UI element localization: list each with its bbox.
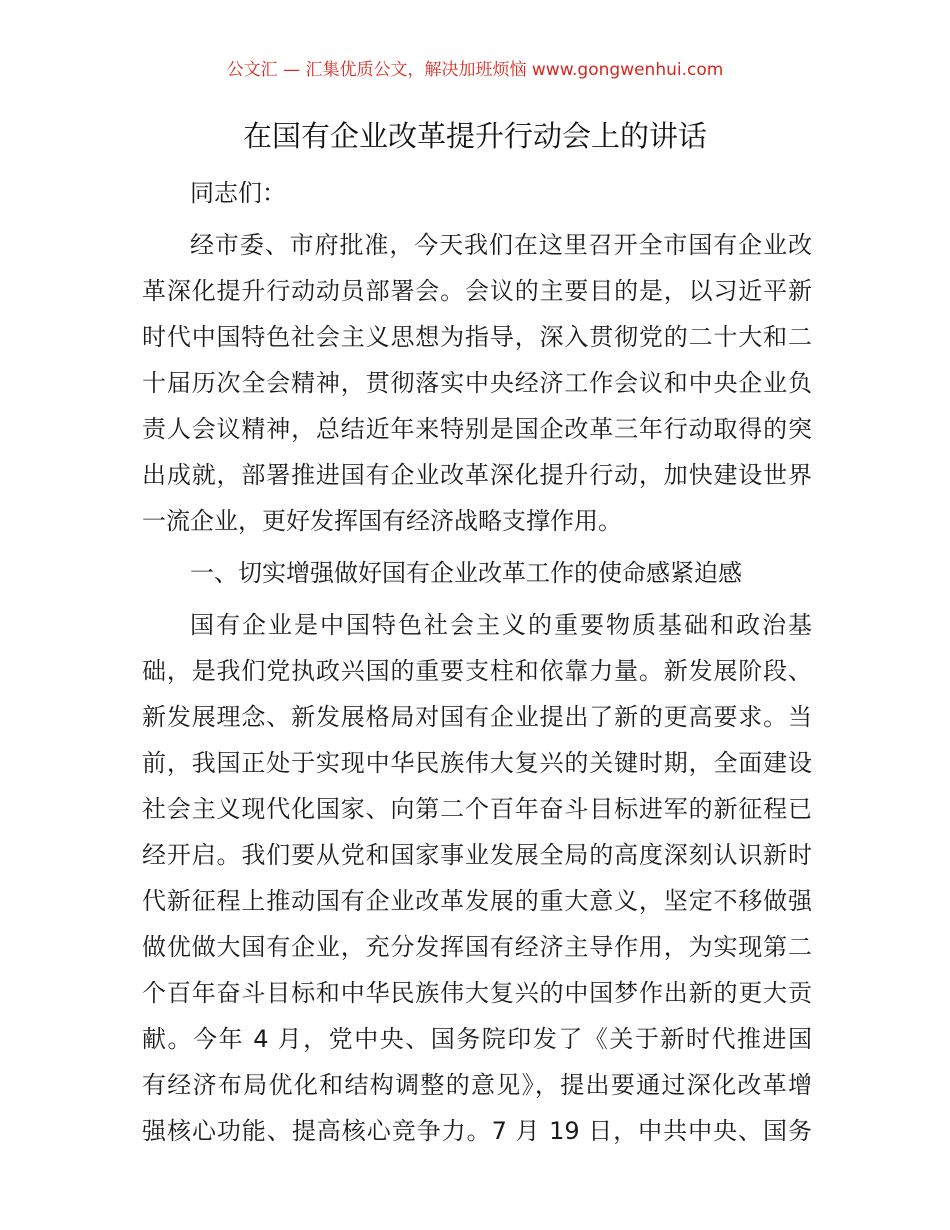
paragraph-line: 代新征程上推动国有企业改革发展的重大意义，坚定不移做强: [142, 887, 812, 915]
paragraph-line: 革深化提升行动动员部署会。会议的主要目的是，以习近平新: [142, 277, 812, 305]
paragraph-line: 做优做大国有企业，充分发挥国有经济主导作用，为实现第二: [142, 933, 812, 961]
paragraph-line: 强核心功能、提高核心竞争力。7 月 19 日，中共中央、国务: [142, 1117, 812, 1145]
header-banner: 公文汇 — 汇集优质公文，解决加班烦恼 www.gongwenhui.com: [226, 60, 724, 80]
section-heading-1: 一、切实增强做好国有企业改革工作的使命感紧迫感: [190, 559, 742, 587]
paragraph-line: 础，是我们党执政兴国的重要支柱和依靠力量。新发展阶段、: [142, 657, 812, 685]
salutation: 同志们：: [190, 179, 286, 207]
paragraph-line: 有经济布局优化和结构调整的意见》，提出要通过深化改革增: [142, 1071, 812, 1099]
paragraph-line: 责人会议精神，总结近年来特别是国企改革三年行动取得的突: [142, 415, 812, 443]
document-body: [142, 170, 812, 1154]
paragraph-line: 新发展理念、新发展格局对国有企业提出了新的更高要求。当: [142, 703, 812, 731]
paragraph-line: 个百年奋斗目标和中华民族伟大复兴的中国梦作出新的更大贡: [142, 979, 812, 1007]
paragraph-line: 前，我国正处于实现中华民族伟大复兴的关键时期，全面建设: [142, 749, 812, 777]
paragraph-2: [142, 602, 812, 1154]
paragraph-line: 献。今年 4 月，党中央、国务院印发了《关于新时代推进国: [142, 1025, 812, 1053]
paragraph-line: 经市委、市府批准，今天我们在这里召开全市国有企业改: [190, 231, 812, 259]
paragraph-line: 经开启。我们要从党和国家事业发展全局的高度深刻认识新时: [142, 841, 812, 869]
paragraph-line: 国有企业是中国特色社会主义的重要物质基础和政治基: [190, 611, 812, 639]
paragraph-line: 一流企业，更好发挥国有经济战略支撑作用。: [142, 507, 622, 535]
paragraph-line: 时代中国特色社会主义思想为指导，深入贯彻党的二十大和二: [142, 323, 812, 351]
paragraph-line: 出成就，部署推进国有企业改革深化提升行动，加快建设世界: [142, 461, 812, 489]
document-title: 在国有企业改革提升行动会上的讲话: [242, 119, 707, 153]
paragraph-line: 社会主义现代化国家、向第二个百年奋斗目标进军的新征程已: [142, 795, 812, 823]
paragraph-1: [142, 222, 812, 544]
paragraph-line: 十届历次全会精神，贯彻落实中央经济工作会议和中央企业负: [142, 369, 812, 397]
